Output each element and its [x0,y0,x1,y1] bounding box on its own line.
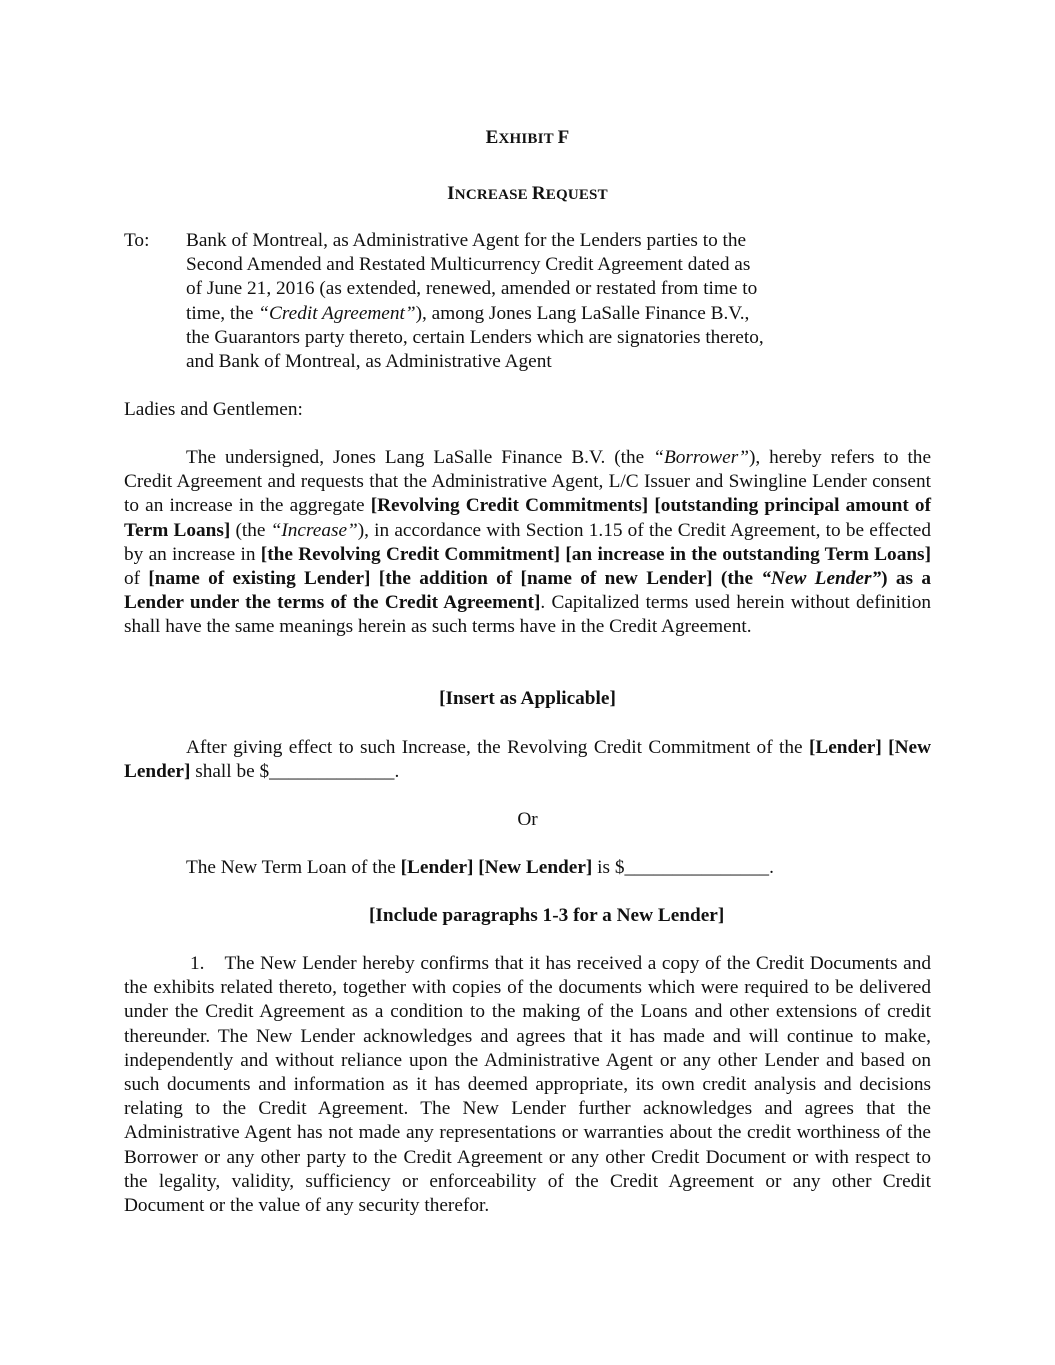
term-loan-line: The New Term Loan of the [Lender] [New Lender] is $_______________. [186,857,774,878]
or-separator: Or [517,809,538,830]
insert-as-applicable-heading: [Insert as Applicable] [439,688,616,709]
to-label: To: [124,230,150,251]
salutation: Ladies and Gentlemen: [124,399,303,420]
exhibit-title: EXHIBIT F [485,127,570,148]
numbered-paragraph-1: 1. The New Lender hereby confirms that it has received a copy of the Credit Documents and the exhibits related thereto, together with copies of the documents which were required to be delivered under the Credit Agreement as a condition to the making of the Loans and other extensions of credit thereunder. The New Lender acknowledges and agrees that it has made and will continue to make, independently and without reliance upon the Administrative Agent or any other Lender and based on such documents and information as it has deemed appropriate, its own credit analysis and decisions relating to the Credit Agreement. The New Lender further acknowledges and agrees that the Administrative Agent has not made any representations or warranties about the credit worthiness of the Borrower or any other party to the Credit Agreement or any other Credit Document or with respect to the legality, validity, sufficiency or enforceability of the Credit Agreement or any other Credit Document or the value of any security therefor. [124,953,931,1217]
intro-paragraph: The undersigned, Jones Lang LaSalle Finance B.V. (the “Borrower”), hereby refers to the Credit Agreement and requests that the Administrative Agent, L/C Issuer and Swingline Lender consent to an increase in the aggregate [Revolving Credit Commitments] [outstanding principal amount of Term Loans] (the “Increase”), in accordance with Section 1.15 of the Credit Agreement, to be effected by an increase in [the Revolving Credit Commitment] [an increase in the outstanding Term Loans] of [name of existing Lender] [the addition of [name of new Lender] (the “New Lender”) as a Lender under the terms of the Credit Agreement]. Capitalized terms used herein without definition shall have the same meanings herein as such terms have in the Credit Agreement. [124,447,932,638]
revolving-commitment-paragraph: After giving effect to such Increase, the Revolving Credit Commitment of the [Lender] [New Lender] shall be $_____________. [124,737,931,783]
increase-request-title: INCREASE REQUEST [447,183,608,204]
include-paragraphs-heading: [Include paragraphs 1-3 for a New Lender] [369,905,725,926]
addressee-text: Bank of Montreal, as Administrative Agent for the Lenders parties to the Second Amended and Restated Multicurrency Credit Agreement dated as of June 21, 2016 (as extended, renewed, amended or restated from time to time, the “Credit Agreement”), among Jones Lang LaSalle Finance B.V., the Guarantors party thereto, certain Lenders which are signatories thereto, and Bank of Montreal, as Administrative Agent [186,230,764,373]
paragraph-number: 1. [190,953,205,974]
